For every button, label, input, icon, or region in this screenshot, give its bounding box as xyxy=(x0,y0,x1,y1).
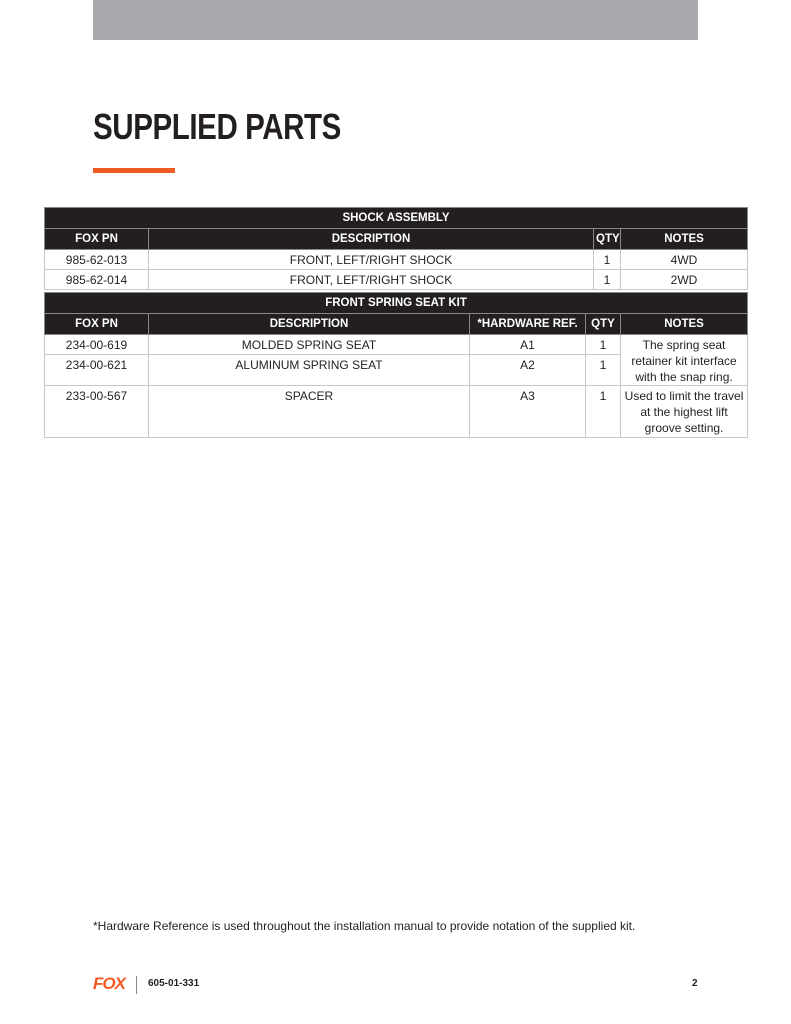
section-header: SHOCK ASSEMBLY xyxy=(45,208,748,229)
table-row xyxy=(45,250,748,270)
col-hardware-ref: *HARDWARE REF. xyxy=(470,314,586,335)
col-description: DESCRIPTION xyxy=(149,314,470,335)
table-row xyxy=(45,270,748,290)
notes: 4WD xyxy=(621,250,748,270)
hardware-ref: A3 xyxy=(470,386,586,438)
description: MOLDED SPRING SEAT xyxy=(149,335,470,355)
col-notes: NOTES xyxy=(621,314,748,335)
column-headers xyxy=(45,314,748,335)
hardware-ref: A1 xyxy=(470,335,586,355)
document-number: 605-01-331 xyxy=(148,978,200,989)
qty: 1 xyxy=(586,386,621,438)
page-title: SUPPLIED PARTS xyxy=(93,106,341,147)
col-qty: QTY xyxy=(594,229,621,250)
table-row xyxy=(45,386,748,438)
qty: 1 xyxy=(594,250,621,270)
part-number: 234-00-621 xyxy=(45,355,149,386)
part-number: 234-00-619 xyxy=(45,335,149,355)
footnote: *Hardware Reference is used throughout the installation manual to provide notation of the supplied kit. xyxy=(93,919,636,933)
shock-assembly-table xyxy=(44,207,748,290)
qty: 1 xyxy=(594,270,621,290)
part-number: 985-62-014 xyxy=(45,270,149,290)
part-number: 233-00-567 xyxy=(45,386,149,438)
title-underline xyxy=(93,168,175,173)
section-header: FRONT SPRING SEAT KIT xyxy=(45,293,748,314)
col-notes: NOTES xyxy=(621,229,748,250)
fox-logo: FOX xyxy=(93,974,125,993)
footer-divider xyxy=(136,976,137,994)
description: FRONT, LEFT/RIGHT SHOCK xyxy=(149,250,594,270)
notes: Used to limit the travel at the highest lift groove setting. xyxy=(621,386,748,438)
col-qty: QTY xyxy=(586,314,621,335)
column-headers xyxy=(45,229,748,250)
description: FRONT, LEFT/RIGHT SHOCK xyxy=(149,270,594,290)
notes: 2WD xyxy=(621,270,748,290)
part-number: 985-62-013 xyxy=(45,250,149,270)
col-description: DESCRIPTION xyxy=(149,229,594,250)
notes: The spring seat retainer kit interface with the snap ring. xyxy=(621,335,748,386)
header-bar xyxy=(93,0,698,40)
qty: 1 xyxy=(586,335,621,355)
spring-seat-kit-table xyxy=(44,292,748,438)
col-fox-pn: FOX PN xyxy=(45,229,149,250)
hardware-ref: A2 xyxy=(470,355,586,386)
col-fox-pn: FOX PN xyxy=(45,314,149,335)
description: SPACER xyxy=(149,386,470,438)
table-row xyxy=(45,335,748,355)
qty: 1 xyxy=(586,355,621,386)
description: ALUMINUM SPRING SEAT xyxy=(149,355,470,386)
page-number: 2 xyxy=(692,978,698,989)
